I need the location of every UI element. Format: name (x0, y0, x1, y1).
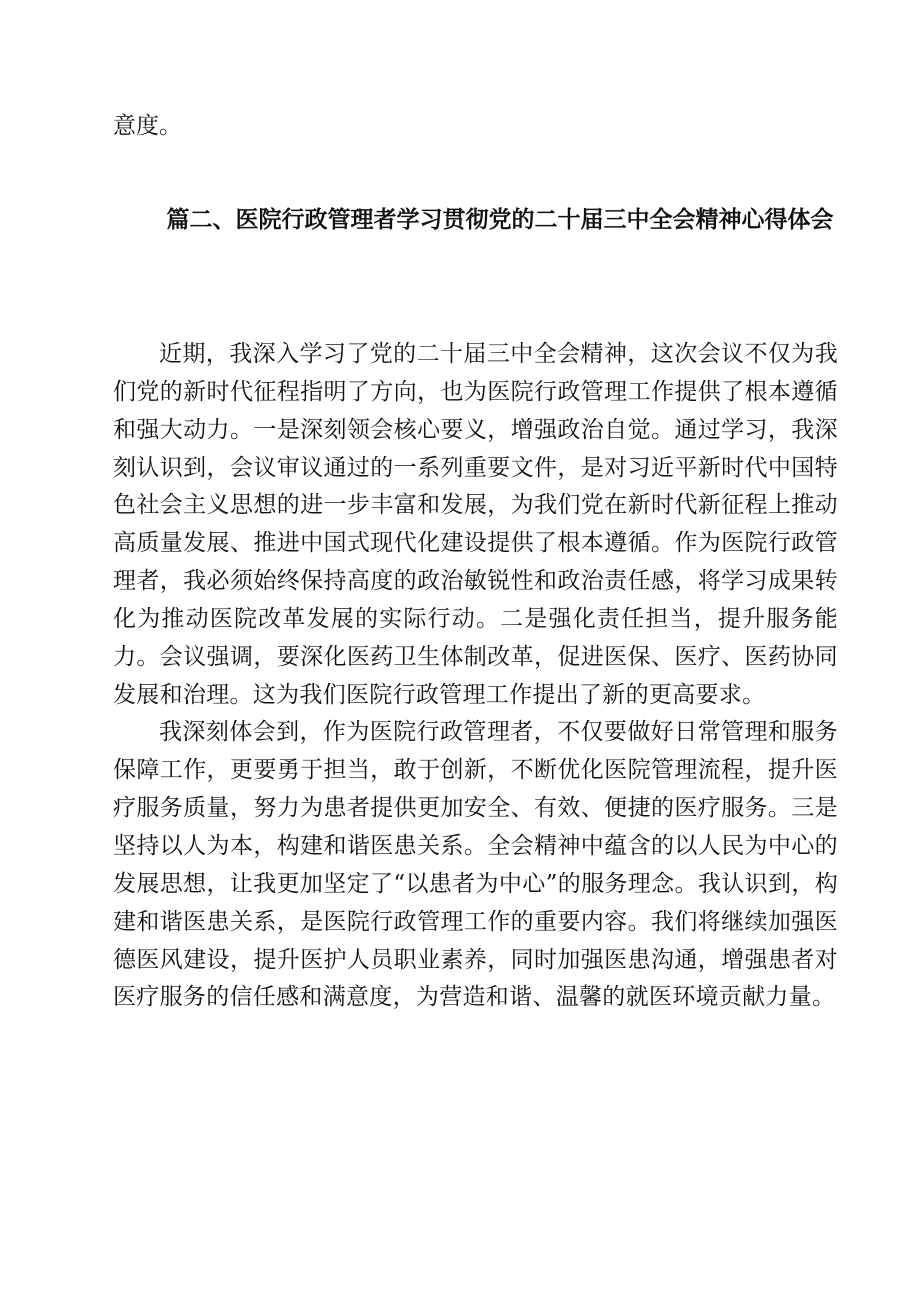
paragraph: 近期，我深入学习了党的二十届三中全会精神，这次会议不仅为我们党的新时代征程指明了方向，也为医院行政管理工作提供了根本遵循和强大动力。一是深刻领会核心要义，增强政治自觉。通过学习，我深刻认识到，会议审议通过的一系列重要文件，是对习近平新时代中国特色社会主义思想的进一步丰富和发展，为我们党在新时代新征程上推动高质量发展、推进中国式现代化建设提供了根本遵循。作为医院行政管理者，我必须始终保持高度的政治敏锐性和政治责任感，将学习成果转化为推动医院改革发展的实际行动。二是强化责任担当，提升服务能力。会议强调，要深化医药卫生体制改革，促进医保、医疗、医药协同发展和治理。这为我们医院行政管理工作提出了新的更高要求。 (113, 341, 838, 708)
paragraph: 我深刻体会到，作为医院行政管理者，不仅要做好日常管理和服务保障工作，更要勇于担当，敢于创新，不断优化医院管理流程，提升医疗服务质量，努力为患者提供更加安全、有效、便捷的医疗服务。三是坚持以人为本，构建和谐医患关系。全会精神中蕴含的以人民为中心的发展思想，让我更加坚定了“以患者为中心”的服务理念。我认识到，构建和谐医患关系，是医院行政管理工作的重要内容。我们将继续加强医德医风建设，提升医护人员职业素养，同时加强医患沟通，增强患者对医疗服务的信任感和满意度，为营造和谐、温馨的就医环境贡献力量。 (113, 719, 838, 1011)
body-text (113, 336, 838, 1017)
section-title: 篇二、医院行政管理者学习贯彻党的二十届三中全会精神心得体会 (166, 207, 834, 233)
continued-text: 意度。 (113, 113, 182, 139)
